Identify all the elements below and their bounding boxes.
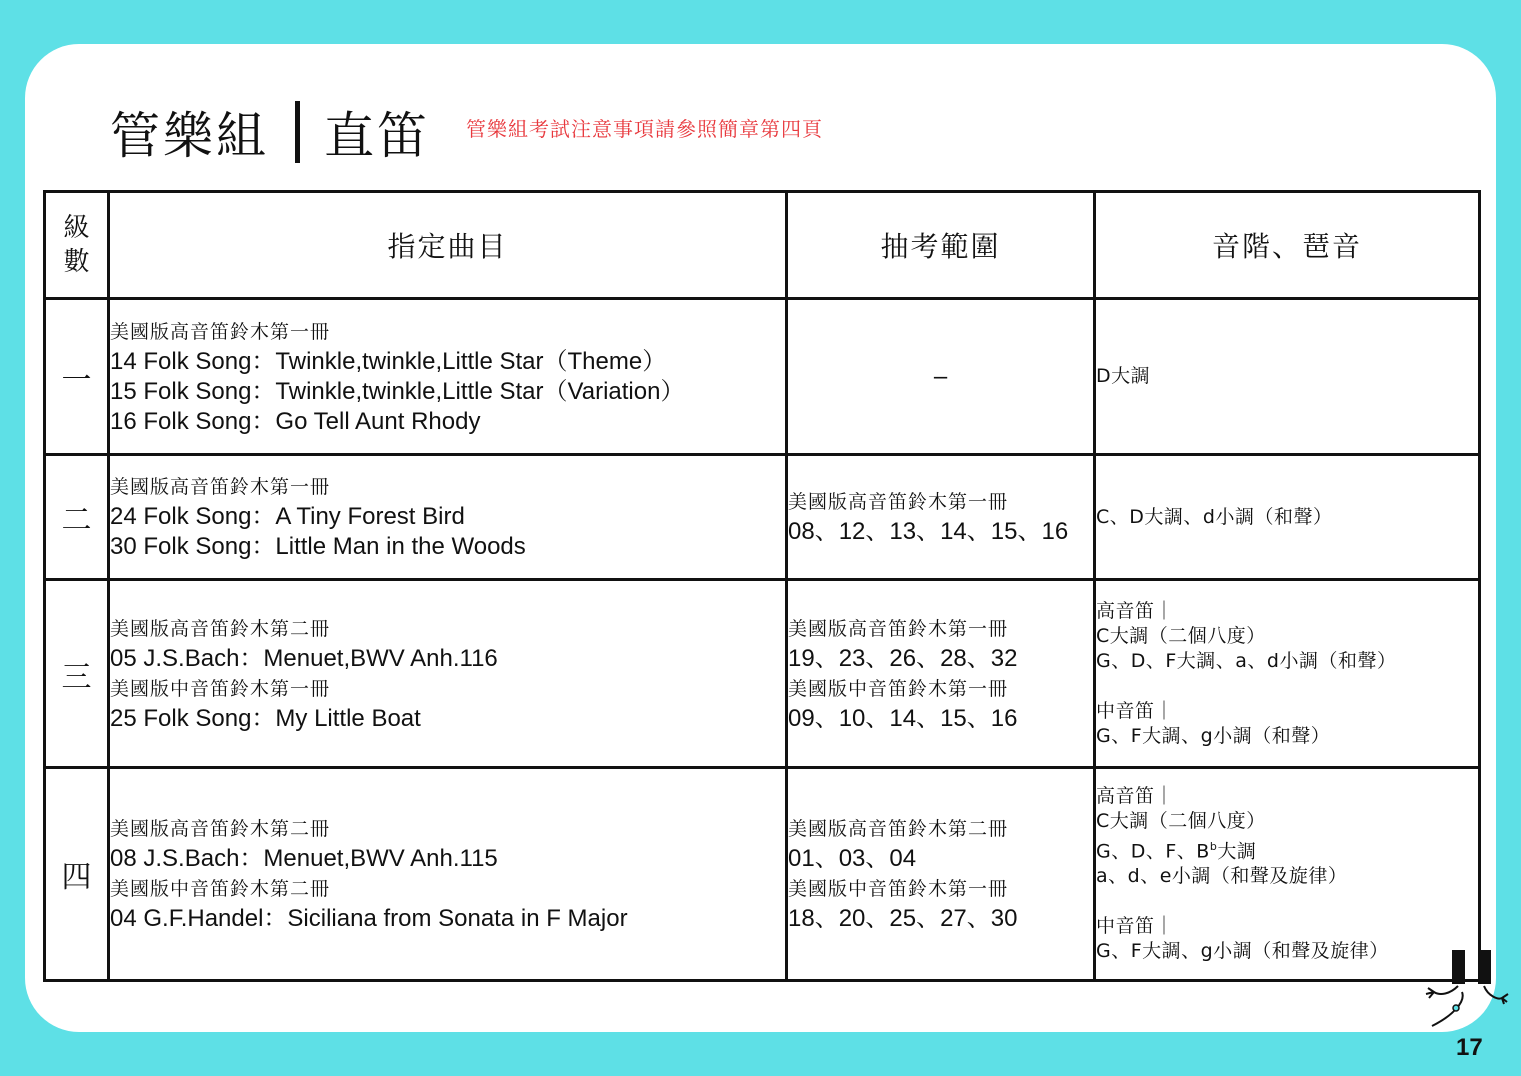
song-item: 24 Folk Song：A Tiny Forest Bird — [110, 503, 465, 530]
scale-line: 中音笛｜ — [1096, 699, 1175, 722]
header-level — [45, 192, 109, 299]
scales-cell — [1095, 455, 1480, 580]
level-cell: 一 — [45, 299, 109, 455]
scale-line: C、D大調、d小調（和聲） — [1096, 505, 1333, 528]
scale-line: 中音笛｜ — [1096, 915, 1175, 938]
instrument-title: 直笛 — [324, 107, 430, 165]
songs-cell — [109, 299, 787, 455]
song-item: 30 Folk Song：Little Man in the Woods — [110, 533, 526, 560]
mascot-illustration — [1422, 946, 1512, 1032]
scale-line: G、D、F大調、a、d小調（和聲） — [1096, 649, 1397, 672]
range-book: 美國版中音笛鈴木第一冊 — [788, 677, 1009, 700]
range-numbers: 09、10、14、15、16 — [788, 704, 1018, 732]
scale-line: D大調 — [1096, 365, 1151, 387]
group-title: 管樂組 — [110, 107, 269, 165]
scale-suffix: 大調 — [1217, 840, 1257, 863]
book-label: 美國版高音笛鈴木第一冊 — [110, 320, 331, 343]
repertoire-table — [43, 190, 1481, 982]
level-cell: 二 — [45, 455, 109, 580]
scale-line: G、F大調、g小調（和聲及旋律） — [1096, 940, 1389, 963]
scale-line: 高音笛｜ — [1096, 599, 1175, 622]
range-book: 美國版高音笛鈴木第一冊 — [788, 491, 1009, 513]
scales-cell — [1095, 299, 1480, 455]
header-songs: 指定曲目 — [109, 192, 787, 299]
songs-cell — [109, 768, 787, 981]
range-book: 美國版中音笛鈴木第一冊 — [788, 878, 1009, 900]
flat-sign: b — [1209, 839, 1218, 853]
song-item: 14 Folk Song：Twinkle,twinkle,Little Star（Theme） — [110, 347, 667, 375]
table-row — [45, 455, 1480, 580]
songs-cell — [109, 455, 787, 580]
song-item: 04 G.F.Handel：Siciliana from Sonata in F Major — [110, 905, 628, 932]
range-numbers: 08、12、13、14、15、16 — [788, 518, 1069, 545]
table-row — [45, 768, 1480, 981]
header-row — [45, 192, 1480, 299]
scale-line: C大調（二個八度） — [1096, 624, 1266, 647]
book-label: 美國版高音笛鈴木第二冊 — [110, 818, 331, 840]
range-cell — [787, 455, 1095, 580]
range-cell — [787, 299, 1095, 455]
table-row — [45, 299, 1480, 455]
header-scales: 音階、琶音 — [1095, 192, 1480, 299]
scales-cell — [1095, 580, 1480, 768]
level-cell: 四 — [45, 768, 109, 981]
range-book: 美國版高音笛鈴木第一冊 — [788, 617, 1009, 640]
header-level-2: 數 — [63, 247, 90, 277]
title-divider — [295, 101, 300, 163]
range-numbers: 01、03、04 — [788, 845, 917, 872]
scale-line: C大調（二個八度） — [1096, 809, 1266, 832]
scale-spacer — [1096, 674, 1478, 699]
exam-notice: 管樂組考試注意事項請參照簡章第四頁 — [466, 117, 823, 141]
book-label: 美國版高音笛鈴木第一冊 — [110, 476, 331, 498]
range-numbers: 19、23、26、28、32 — [788, 644, 1018, 672]
scale-line: a、d、e小調（和聲及旋律） — [1096, 865, 1348, 888]
scale-line: G、F大調、g小調（和聲） — [1096, 724, 1331, 747]
scale-line: 高音笛｜ — [1096, 784, 1175, 807]
header-range: 抽考範圍 — [787, 192, 1095, 299]
song-item: 05 J.S.Bach：Menuet,BWV Anh.116 — [110, 644, 498, 672]
song-item: 25 Folk Song：My Little Boat — [110, 704, 421, 732]
book-label: 美國版中音笛鈴木第一冊 — [110, 677, 331, 700]
song-item: 16 Folk Song：Go Tell Aunt Rhody — [110, 407, 481, 435]
song-item: 08 J.S.Bach：Menuet,BWV Anh.115 — [110, 845, 498, 872]
songs-cell — [109, 580, 787, 768]
page-number: 17 — [1456, 1034, 1483, 1061]
header-level-1: 級 — [63, 213, 90, 243]
book-label: 美國版高音笛鈴木第二冊 — [110, 617, 331, 640]
page-heading — [110, 96, 430, 168]
range-cell — [787, 580, 1095, 768]
level-cell: 三 — [45, 580, 109, 768]
song-item: 15 Folk Song：Twinkle,twinkle,Little Star（Variation） — [110, 377, 685, 405]
table-row — [45, 580, 1480, 768]
scale-spacer — [1096, 889, 1478, 914]
range-cell — [787, 768, 1095, 981]
range-book: 美國版高音笛鈴木第二冊 — [788, 818, 1009, 840]
range-empty: – — [933, 362, 948, 390]
book-label: 美國版中音笛鈴木第二冊 — [110, 878, 331, 900]
scale-text: G、D、F、B — [1096, 840, 1210, 863]
scale-line-flat — [1096, 834, 1478, 864]
range-numbers: 18、20、25、27、30 — [788, 905, 1018, 932]
